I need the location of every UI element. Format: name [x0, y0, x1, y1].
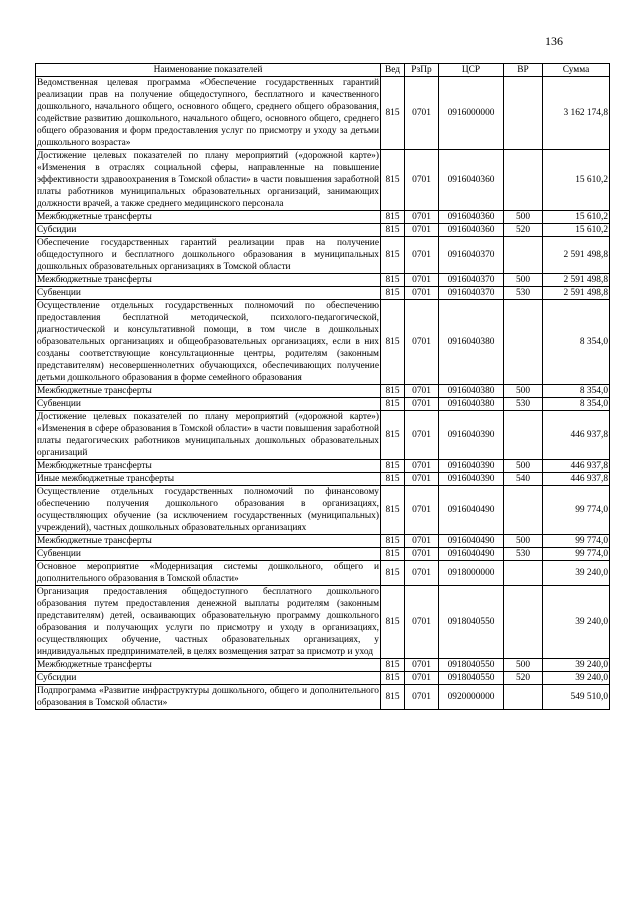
table-row [36, 300, 610, 385]
cell-rzpr: 0701 [405, 398, 439, 411]
cell-ved: 815 [381, 411, 405, 460]
cell-rzpr: 0701 [405, 460, 439, 473]
cell-ved: 815 [381, 659, 405, 672]
cell-name: Субвенции [36, 398, 381, 411]
cell-ved: 815 [381, 460, 405, 473]
cell-vr: 520 [504, 224, 543, 237]
cell-sum: 2 591 498,8 [543, 237, 610, 274]
cell-rzpr: 0701 [405, 411, 439, 460]
cell-ved: 815 [381, 672, 405, 685]
table-row [36, 486, 610, 535]
cell-csr: 0918040550 [439, 586, 504, 659]
table-row [36, 548, 610, 561]
cell-name: Межбюджетные трансферты [36, 460, 381, 473]
cell-sum: 549 510,0 [543, 685, 610, 710]
cell-csr: 0918000000 [439, 561, 504, 586]
cell-sum: 99 774,0 [543, 548, 610, 561]
cell-sum: 15 610,2 [543, 224, 610, 237]
cell-rzpr: 0701 [405, 77, 439, 150]
cell-name: Межбюджетные трансферты [36, 535, 381, 548]
cell-sum: 39 240,0 [543, 561, 610, 586]
cell-vr: 500 [504, 274, 543, 287]
cell-sum: 99 774,0 [543, 486, 610, 535]
cell-csr: 0916040390 [439, 460, 504, 473]
cell-name: Субсидии [36, 224, 381, 237]
cell-vr: 530 [504, 287, 543, 300]
table-row [36, 385, 610, 398]
cell-sum: 3 162 174,8 [543, 77, 610, 150]
cell-vr: 520 [504, 672, 543, 685]
cell-ved: 815 [381, 561, 405, 586]
table-row [36, 586, 610, 659]
cell-rzpr: 0701 [405, 586, 439, 659]
cell-rzpr: 0701 [405, 535, 439, 548]
cell-ved: 815 [381, 385, 405, 398]
cell-name: Субвенции [36, 287, 381, 300]
cell-vr [504, 411, 543, 460]
cell-vr: 530 [504, 548, 543, 561]
cell-csr: 0916040360 [439, 211, 504, 224]
page-number: 136 [545, 34, 563, 48]
cell-vr [504, 150, 543, 211]
table-row [36, 460, 610, 473]
cell-sum: 2 591 498,8 [543, 274, 610, 287]
cell-name: Осуществление отдельных государственных полномочий по обеспечению предоставления бесплатной методической, психолого-педагогической, диагностической и консультативной помощи, в том числе в дошкольных образовательных организациях и общеобразовательных организациях, если в них созданы соответствующие консультационные центры, родителям (законным представителям) несовершеннолетних обучающихся, обеспечивающих получение детьми дошкольного образования в форме семейного образования [37, 301, 379, 383]
cell-vr [504, 300, 543, 385]
cell-csr: 0918040550 [439, 659, 504, 672]
cell-sum: 446 937,8 [543, 460, 610, 473]
cell-vr [504, 586, 543, 659]
cell-sum: 39 240,0 [543, 659, 610, 672]
cell-vr: 500 [504, 460, 543, 473]
cell-ved: 815 [381, 685, 405, 710]
cell-rzpr: 0701 [405, 287, 439, 300]
cell-csr: 0916040360 [439, 150, 504, 211]
cell-rzpr: 0701 [405, 224, 439, 237]
cell-csr: 0916040490 [439, 486, 504, 535]
cell-sum: 39 240,0 [543, 672, 610, 685]
cell-rzpr: 0701 [405, 659, 439, 672]
cell-ved: 815 [381, 224, 405, 237]
cell-vr [504, 237, 543, 274]
table-row [36, 685, 610, 710]
table-row [36, 411, 610, 460]
cell-vr: 540 [504, 473, 543, 486]
cell-sum: 99 774,0 [543, 535, 610, 548]
cell-vr: 500 [504, 659, 543, 672]
cell-sum: 446 937,8 [543, 411, 610, 460]
cell-sum: 15 610,2 [543, 211, 610, 224]
table-row [36, 473, 610, 486]
cell-csr: 0916000000 [439, 77, 504, 150]
table-row [36, 274, 610, 287]
cell-ved: 815 [381, 398, 405, 411]
cell-rzpr: 0701 [405, 672, 439, 685]
table-row [36, 211, 610, 224]
cell-rzpr: 0701 [405, 274, 439, 287]
header-ved: Вед [381, 64, 405, 77]
cell-ved: 815 [381, 150, 405, 211]
cell-ved: 815 [381, 586, 405, 659]
cell-sum: 8 354,0 [543, 300, 610, 385]
cell-vr [504, 685, 543, 710]
cell-csr: 0916040380 [439, 385, 504, 398]
cell-name: Межбюджетные трансферты [36, 211, 381, 224]
table-row [36, 237, 610, 274]
cell-ved: 815 [381, 287, 405, 300]
cell-ved: 815 [381, 473, 405, 486]
cell-name: Субсидии [36, 672, 381, 685]
cell-name: Достижение целевых показателей по плану мероприятий («дорожной карте») «Изменения в отраслях социальной сферы, направленные на повышение эффективности здравоохранения в Томской области» в части повышения заработной платы работников муниципальных образовательных организаций, занимающих должности врачей, а также среднего медицинского персонала [37, 151, 379, 209]
table-row [36, 287, 610, 300]
cell-name: Ведомственная целевая программа «Обеспечение государственных гарантий реализации прав на получение общедоступного, бесплатного и качественного дошкольного, начального общего, основного общего, среднего общего образования, содействие развитию дошкольного, начального общего, основного общего, среднего общего образования и форм предоставления услуг по присмотру и уходу за детьми дошкольного возраста» [37, 78, 379, 148]
cell-ved: 815 [381, 77, 405, 150]
cell-vr [504, 561, 543, 586]
table-row [36, 77, 610, 150]
cell-vr: 530 [504, 398, 543, 411]
cell-name: Достижение целевых показателей по плану мероприятий («дорожной карте») «Изменения в сфере образования в Томской области» в части повышения заработной платы педагогических работников муниципальных дошкольных образовательных организаций [37, 412, 379, 458]
cell-sum: 8 354,0 [543, 398, 610, 411]
cell-vr [504, 77, 543, 150]
cell-ved: 815 [381, 535, 405, 548]
cell-sum: 446 937,8 [543, 473, 610, 486]
cell-rzpr: 0701 [405, 486, 439, 535]
cell-csr: 0916040390 [439, 411, 504, 460]
budget-table [35, 63, 610, 710]
cell-rzpr: 0701 [405, 385, 439, 398]
table-row [36, 561, 610, 586]
cell-csr: 0918040550 [439, 672, 504, 685]
table-body [36, 77, 610, 710]
cell-csr: 0916040380 [439, 300, 504, 385]
cell-rzpr: 0701 [405, 150, 439, 211]
cell-name: Иные межбюджетные трансферты [36, 473, 381, 486]
cell-rzpr: 0701 [405, 211, 439, 224]
header-csr: ЦСР [439, 64, 504, 77]
cell-csr: 0916040370 [439, 274, 504, 287]
cell-ved: 815 [381, 300, 405, 385]
cell-rzpr: 0701 [405, 685, 439, 710]
cell-name: Организация предоставления общедоступного бесплатного дошкольного образования путем предоставления денежной выплаты родителям (законным представителям) детей, осваивающих образовательную программу дошкольного образования и получающих услуги по присмотру и уходу в организациях, осуществляющих обучение, частных образовательных организациях, у индивидуальных предпринимателей, в целях возмещения затрат за присмотр и уход [37, 587, 379, 657]
cell-csr: 0916040360 [439, 224, 504, 237]
cell-ved: 815 [381, 211, 405, 224]
cell-vr: 500 [504, 535, 543, 548]
table-row [36, 224, 610, 237]
cell-csr: 0916040390 [439, 473, 504, 486]
cell-rzpr: 0701 [405, 473, 439, 486]
header-name: Наименование показателей [36, 64, 381, 77]
cell-name: Основное мероприятие «Модернизация системы дошкольного, общего и дополнительного образования в Томской области» [37, 562, 379, 584]
header-vr: ВР [504, 64, 543, 77]
cell-rzpr: 0701 [405, 548, 439, 561]
cell-sum: 15 610,2 [543, 150, 610, 211]
cell-ved: 815 [381, 237, 405, 274]
table-row [36, 535, 610, 548]
table-row [36, 659, 610, 672]
cell-name: Межбюджетные трансферты [36, 385, 381, 398]
cell-sum: 2 591 498,8 [543, 287, 610, 300]
cell-sum: 39 240,0 [543, 586, 610, 659]
cell-name: Обеспечение государственных гарантий реализации прав на получение общедоступного и бесплатного дошкольного образования в муниципальных дошкольных образовательных организациях в Томской области [37, 238, 379, 272]
cell-csr: 0916040490 [439, 548, 504, 561]
cell-ved: 815 [381, 548, 405, 561]
cell-name: Подпрограмма «Развитие инфраструктуры дошкольного, общего и дополнительного образования в Томской области» [37, 686, 379, 708]
cell-rzpr: 0701 [405, 300, 439, 385]
cell-vr: 500 [504, 211, 543, 224]
cell-name: Межбюджетные трансферты [36, 659, 381, 672]
cell-sum: 8 354,0 [543, 385, 610, 398]
cell-vr [504, 486, 543, 535]
table-row [36, 398, 610, 411]
cell-name: Межбюджетные трансферты [36, 274, 381, 287]
header-sum: Сумма [543, 64, 610, 77]
cell-rzpr: 0701 [405, 561, 439, 586]
cell-csr: 0916040370 [439, 287, 504, 300]
table-row [36, 672, 610, 685]
cell-ved: 815 [381, 274, 405, 287]
cell-ved: 815 [381, 486, 405, 535]
table-row [36, 150, 610, 211]
cell-name: Субвенции [36, 548, 381, 561]
cell-csr: 0916040490 [439, 535, 504, 548]
cell-vr: 500 [504, 385, 543, 398]
cell-rzpr: 0701 [405, 237, 439, 274]
table-header-row [36, 64, 610, 77]
cell-csr: 0916040380 [439, 398, 504, 411]
cell-csr: 0916040370 [439, 237, 504, 274]
cell-name: Осуществление отдельных государственных полномочий по финансовому обеспечению получения дошкольного образования в организациях, осуществляющих обучение (за исключением государственных (муниципальных) учреждений), частных дошкольных образовательных организациях [37, 487, 379, 533]
cell-csr: 0920000000 [439, 685, 504, 710]
header-rzpr: РзПр [405, 64, 439, 77]
